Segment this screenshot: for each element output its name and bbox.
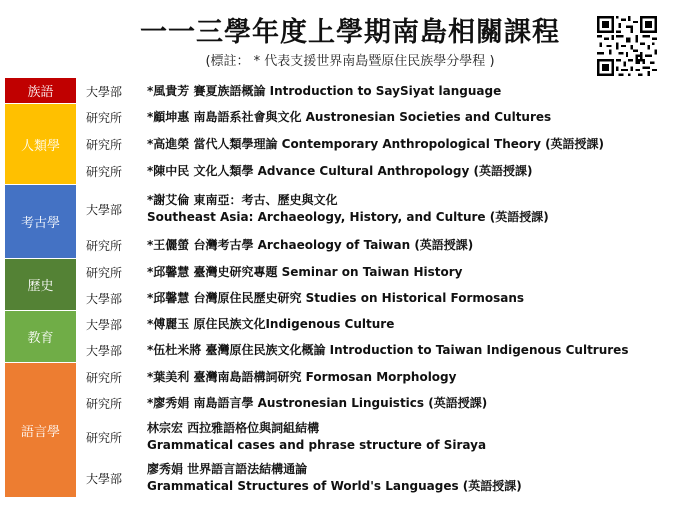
table-row	[0, 311, 700, 337]
table-row	[0, 337, 700, 363]
course-title: *傅麗玉 原住民族文化Indigenous Culture	[147, 316, 395, 331]
course-title: *顧坤惠 南島語系社會與文化 Austronesian Societies and Cultures	[147, 109, 552, 124]
course-level: 研究所	[86, 110, 123, 125]
category-linguistics: 語言學	[5, 363, 76, 497]
course-level: 大學部	[86, 317, 123, 332]
qr-code-icon[interactable]	[597, 16, 657, 76]
category-education: 教育	[5, 311, 76, 362]
course-title: *風貴芳 賽夏族語概論 Introduction to SaySiyat language	[147, 83, 502, 98]
course-level: 大學部	[86, 343, 123, 358]
course-title: *葉美利 臺灣南島語構詞研究 Formosan Morphology	[147, 369, 457, 384]
table-row	[0, 458, 700, 498]
table-row	[0, 131, 700, 158]
course-level: 大學部	[86, 84, 123, 99]
category-language: 族語	[5, 78, 76, 103]
table-row	[0, 186, 700, 232]
page-title: 一一三學年度上學期南島相關課程	[140, 17, 560, 48]
course-title: *廖秀娟 南島語言學 Austronesian Linguistics (英語授課)	[147, 395, 488, 410]
table-row	[0, 390, 700, 416]
table-row	[0, 364, 700, 390]
course-level: 研究所	[86, 370, 123, 385]
table-row	[0, 78, 700, 104]
course-title: *邱馨慧 臺灣史研究專題 Seminar on Taiwan History	[147, 264, 463, 279]
course-level: 研究所	[86, 164, 123, 179]
page-subtitle: (標註： * 代表支援世界南島暨原住民族學分學程 )	[205, 54, 495, 69]
course-level: 大學部	[86, 202, 123, 217]
course-level: 研究所	[86, 430, 123, 445]
course-level: 研究所	[86, 396, 123, 411]
course-title: *陳中民 文化人類學 Advance Cultural Anthropology (英語授課)	[147, 163, 533, 178]
course-title: *謝艾倫 東南亞：考古、歷史與文化 Southeast Asia: Archaeology, History, and Culture (英語授課)	[147, 193, 549, 224]
course-title: *伍杜米將 臺灣原住民族文化概論 Introduction to Taiwan Indigenous Cultrures	[147, 342, 629, 357]
category-archaeology: 考古學	[5, 185, 76, 258]
course-level: 大學部	[86, 291, 123, 306]
course-title: 林宗宏 西拉雅語格位與詞組結構 Grammatical cases and phrase structure of Siraya	[147, 421, 487, 452]
table-row	[0, 232, 700, 258]
course-level: 研究所	[86, 138, 123, 152]
course-level: 研究所	[86, 265, 123, 280]
course-title: *王儷螢 台灣考古學 Archaeology of Taiwan (英語授課)	[147, 237, 474, 252]
course-level: 研究所	[86, 238, 123, 253]
course-level: 大學部	[86, 471, 123, 486]
table-row	[0, 416, 700, 458]
course-title: *高進榮 當代人類學理論 Contemporary Anthropological Theory (英語授課)	[147, 137, 605, 151]
table-row	[0, 259, 700, 285]
course-title: 廖秀娟 世界語言語法結構通論 Grammatical Structures of World's Languages (英語授課)	[147, 462, 522, 493]
category-history: 歷史	[5, 259, 76, 310]
course-title: *邱馨慧 台灣原住民歷史研究 Studies on Historical Formosans	[147, 290, 525, 305]
table-row	[0, 285, 700, 311]
table-row	[0, 158, 700, 184]
table-row	[0, 104, 700, 130]
category-anthropology: 人類學	[5, 104, 76, 184]
